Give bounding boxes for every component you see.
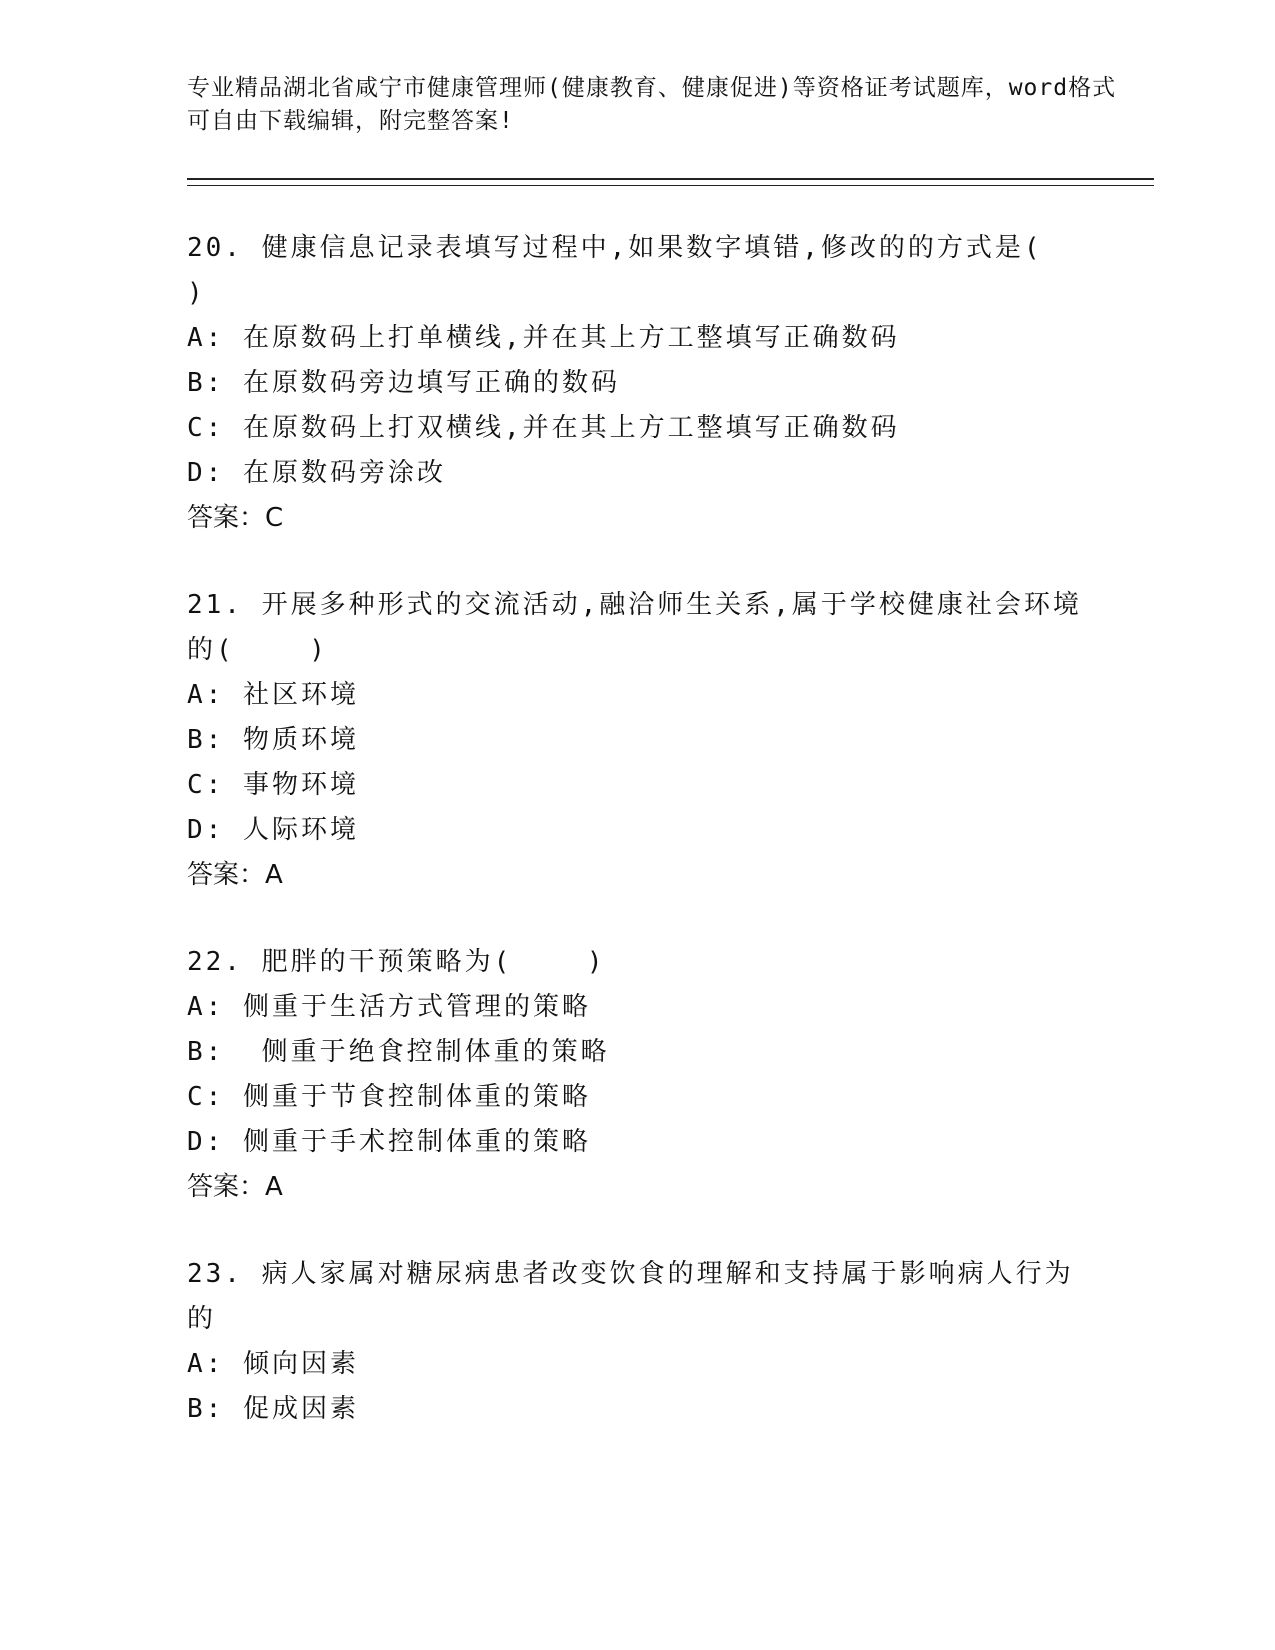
option-item <box>187 1342 1087 1387</box>
option-key: D: <box>187 815 225 845</box>
question-stem: 22. 肥胖的干预策略为( ) <box>187 947 606 977</box>
option-text: 在原数码上打双横线,并在其上方工整填写正确数码 <box>242 413 900 443</box>
option-text: 倾向因素 <box>242 1349 359 1379</box>
option-item <box>187 316 1087 361</box>
option-text: 物质环境 <box>242 725 359 755</box>
header-divider <box>187 178 1154 186</box>
option-text: 在原数码上打单横线,并在其上方工整填写正确数码 <box>242 323 900 353</box>
option-item <box>187 1120 1087 1165</box>
option-key: B: <box>187 725 225 755</box>
option-key: A: <box>187 992 225 1022</box>
option-key: C: <box>187 1082 225 1112</box>
option-key: B: <box>187 1037 225 1067</box>
option-item <box>187 985 1087 1030</box>
option-key: C: <box>187 413 225 443</box>
option-key: A: <box>187 1349 225 1379</box>
option-key: D: <box>187 1127 225 1157</box>
option-text: 侧重于绝食控制体重的策略 <box>242 1037 610 1067</box>
question-stem: 23. 病人家属对糖尿病患者改变饮食的理解和支持属于影响病人行为的 <box>187 1259 1074 1334</box>
question-list <box>187 226 1087 1474</box>
option-item <box>187 808 1087 853</box>
option-key: A: <box>187 323 225 353</box>
option-text: 社区环境 <box>242 680 359 710</box>
question-stem: 21. 开展多种形式的交流活动,融洽师生关系,属于学校健康社会环境的( ) <box>187 590 1082 665</box>
option-item <box>187 673 1087 718</box>
answer-label: 答案：C <box>187 503 284 533</box>
question-item <box>187 226 1087 541</box>
answer-label: 答案：A <box>187 1172 283 1202</box>
option-item <box>187 451 1087 496</box>
question-item <box>187 583 1087 898</box>
document-intro: 专业精品湖北省咸宁市健康管理师(健康教育、健康促进)等资格证考试题库，word格式可自由下载编辑，附完整答案! <box>187 75 1117 134</box>
answer-label: 答案：A <box>187 860 283 890</box>
question-item <box>187 1252 1087 1432</box>
option-item <box>187 406 1087 451</box>
option-text: 事物环境 <box>242 770 359 800</box>
option-key: B: <box>187 368 225 398</box>
option-item <box>187 718 1087 763</box>
option-item <box>187 361 1087 406</box>
option-text: 在原数码旁边填写正确的数码 <box>242 368 620 398</box>
option-text: 侧重于生活方式管理的策略 <box>242 992 591 1022</box>
question-stem: 20. 健康信息记录表填写过程中,如果数字填错,修改的的方式是( ) <box>187 233 1043 308</box>
option-text: 促成因素 <box>242 1394 359 1424</box>
option-key: B: <box>187 1394 225 1424</box>
option-key: D: <box>187 458 225 488</box>
option-key: C: <box>187 770 225 800</box>
option-key: A: <box>187 680 225 710</box>
option-text: 在原数码旁涂改 <box>242 458 446 488</box>
option-item <box>187 1387 1087 1432</box>
option-text: 侧重于手术控制体重的策略 <box>242 1127 591 1157</box>
question-item <box>187 940 1087 1210</box>
option-item <box>187 1075 1087 1120</box>
option-text: 人际环境 <box>242 815 359 845</box>
option-item <box>187 1030 1087 1075</box>
option-text: 侧重于节食控制体重的策略 <box>242 1082 591 1112</box>
option-item <box>187 763 1087 808</box>
